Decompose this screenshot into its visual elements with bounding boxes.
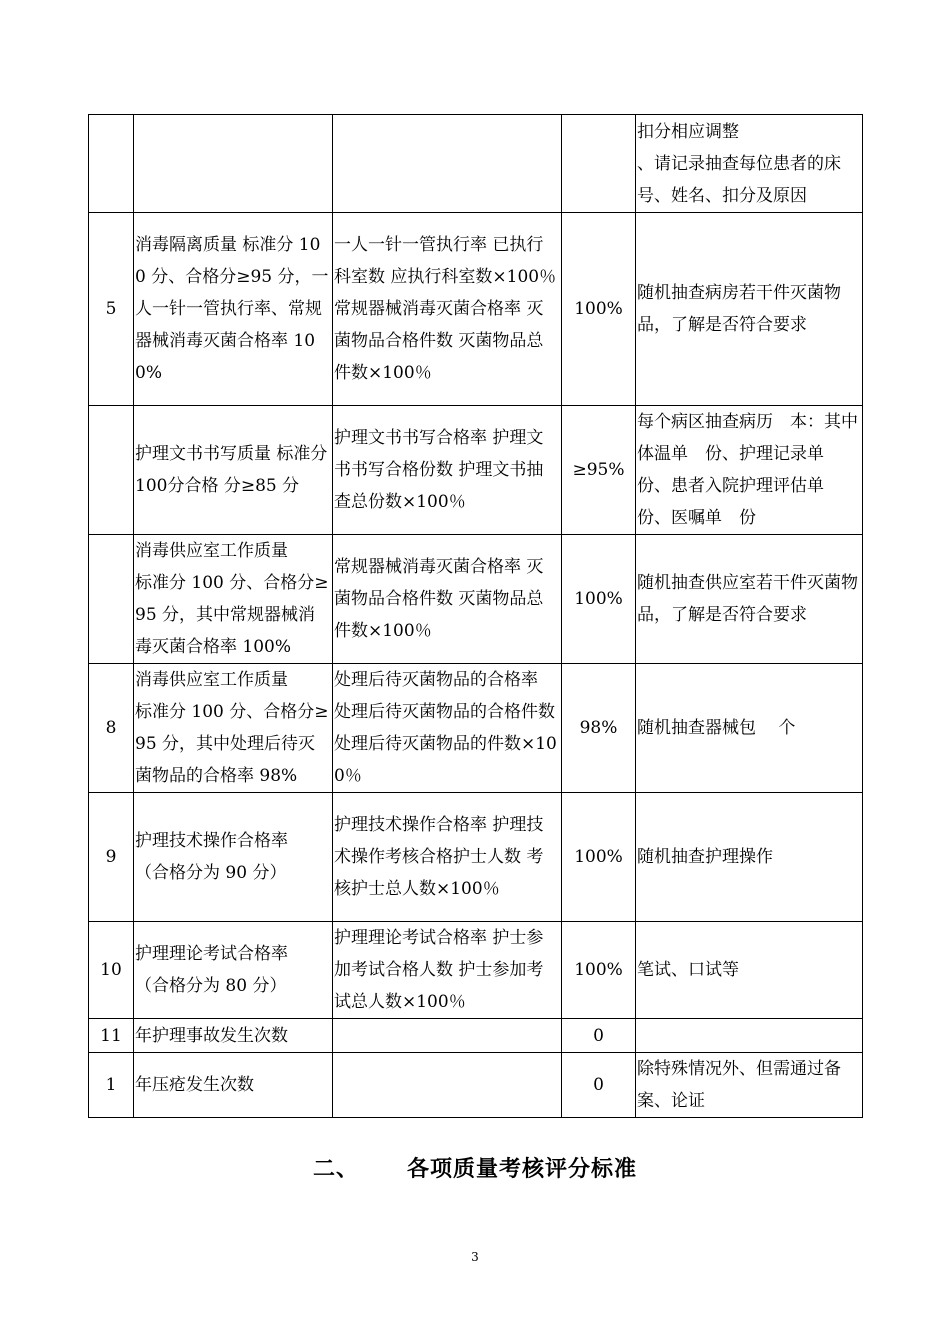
target-cell: 100% [562,213,636,406]
table-row [89,664,863,793]
method-cell: 随机抽查病房若干件灭菌物品，了解是否符合要求 [636,213,863,406]
row-number [89,406,134,535]
formula-cell: 一人一针一管执行率 已执行科室数 应执行科室数×100％ 常规器械消毒灭菌合格率 灭菌物品合格件数 灭菌物品总件数×100％ [333,213,562,406]
method-cell: 随机抽查供应室若干件灭菌物品，了解是否符合要求 [636,535,863,664]
row-number: 10 [89,922,134,1019]
section-number: 二、 [312,1157,359,1182]
table-row [89,1019,863,1053]
formula-cell: 护理理论考试合格率 护士参加考试合格人数 护士参加考试总人数×100％ [333,922,562,1019]
method-cell: 每个病区抽查病历 本：其中体温单 份、护理记录单 份、患者入院护理评估单 份、医嘱单 份 [636,406,863,535]
target-cell: 98% [562,664,636,793]
table-row [89,793,863,922]
formula-cell: 常规器械消毒灭菌合格率 灭菌物品合格件数 灭菌物品总件数×100％ [333,535,562,664]
formula-cell: 护理技术操作合格率 护理技术操作考核合格护士人数 考核护士总人数×100％ [333,793,562,922]
item-cell: 消毒隔离质量 标准分 100 分、合格分≥95 分，一人一针一管执行率、常规器械消毒灭菌合格率 100% [134,213,333,406]
method-cell: 除特殊情况外、但需通过备案、论证 [636,1053,863,1118]
section-title: 各项质量考核评分标准 [407,1157,638,1182]
row-number [89,115,134,213]
item-cell: 年护理事故发生次数 [134,1019,333,1053]
table-row [89,922,863,1019]
section-heading [0,1152,950,1183]
item-cell: 消毒供应室工作质量 标准分 100 分、合格分≥95 分，其中常规器械消毒灭菌合格率 100% [134,535,333,664]
method-cell: 随机抽查护理操作 [636,793,863,922]
item-cell [134,115,333,213]
target-cell: 100% [562,535,636,664]
method-cell: 随机抽查器械包 个 [636,664,863,793]
item-cell: 年压疮发生次数 [134,1053,333,1118]
item-cell: 护理文书书写质量 标准分100分合格 分≥85 分 [134,406,333,535]
item-cell: 消毒供应室工作质量 标准分 100 分、合格分≥95 分，其中处理后待灭菌物品的合格率 98% [134,664,333,793]
target-cell: 100% [562,793,636,922]
table-row [89,535,863,664]
row-number: 5 [89,213,134,406]
row-number [89,535,134,664]
page-number: 3 [471,1250,479,1264]
formula-cell [333,115,562,213]
method-cell [636,1019,863,1053]
target-cell: 100% [562,922,636,1019]
table-row [89,115,863,213]
method-cell: 笔试、口试等 [636,922,863,1019]
formula-cell [333,1053,562,1118]
item-cell: 护理理论考试合格率 （合格分为 80 分） [134,922,333,1019]
target-cell: 0 [562,1053,636,1118]
row-number: 11 [89,1019,134,1053]
target-cell: 0 [562,1019,636,1053]
formula-cell: 护理文书书写合格率 护理文书书写合格份数 护理文书抽查总份数×100％ [333,406,562,535]
method-cell: 扣分相应调整 、请记录抽查每位患者的床号、姓名、扣分及原因 [636,115,863,213]
target-cell: ≥95% [562,406,636,535]
row-number: 8 [89,664,134,793]
row-number: 1 [89,1053,134,1118]
item-cell: 护理技术操作合格率 （合格分为 90 分） [134,793,333,922]
formula-cell [333,1019,562,1053]
table-row [89,213,863,406]
row-number: 9 [89,793,134,922]
formula-cell: 处理后待灭菌物品的合格率 处理后待灭菌物品的合格件数 处理后待灭菌物品的件数×100％ [333,664,562,793]
table-row [89,406,863,535]
target-cell [562,115,636,213]
quality-standards-table [88,114,863,1118]
table-row [89,1053,863,1118]
